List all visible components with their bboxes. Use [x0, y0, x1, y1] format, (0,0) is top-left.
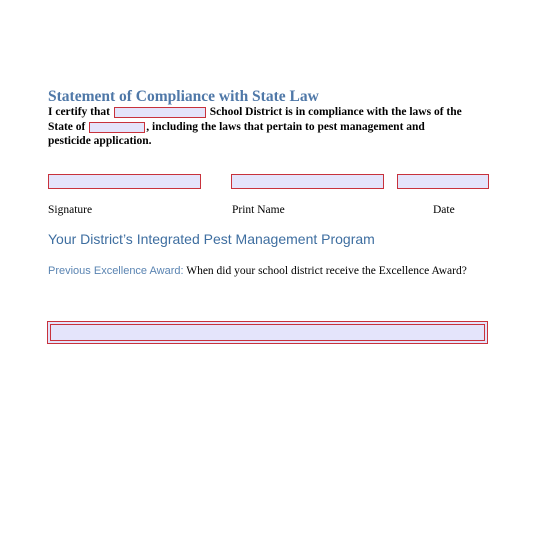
award-date-field[interactable]: [47, 321, 488, 344]
date-label: Date: [433, 204, 455, 216]
print-name-label: Print Name: [232, 204, 285, 216]
district-name-field[interactable]: [114, 107, 206, 118]
print-name-field[interactable]: [231, 174, 384, 189]
ipm-title: Your District’s Integrated Pest Management Program: [48, 231, 375, 247]
date-field[interactable]: [397, 174, 489, 189]
compliance-statement: [48, 105, 498, 149]
certify-text: I certify that: [48, 106, 110, 118]
compliance-title: Statement of Compliance with State Law: [48, 88, 319, 105]
state-text: State of: [48, 120, 86, 133]
award-question: [48, 264, 488, 279]
state-name-field[interactable]: [89, 122, 145, 133]
award-date-field-inner[interactable]: [50, 324, 485, 341]
award-question-text: When did your school district receive the Excellence Award?: [183, 265, 467, 277]
award-label: Previous Excellence Award:: [48, 265, 184, 277]
pesticide-text: pesticide application.: [48, 135, 152, 147]
district-compliance-text: School District is in compliance with the laws of the: [209, 106, 462, 118]
laws-text: , including the laws that pertain to pest management and: [146, 120, 425, 133]
signature-field[interactable]: [48, 174, 201, 189]
signature-label: Signature: [48, 204, 93, 216]
